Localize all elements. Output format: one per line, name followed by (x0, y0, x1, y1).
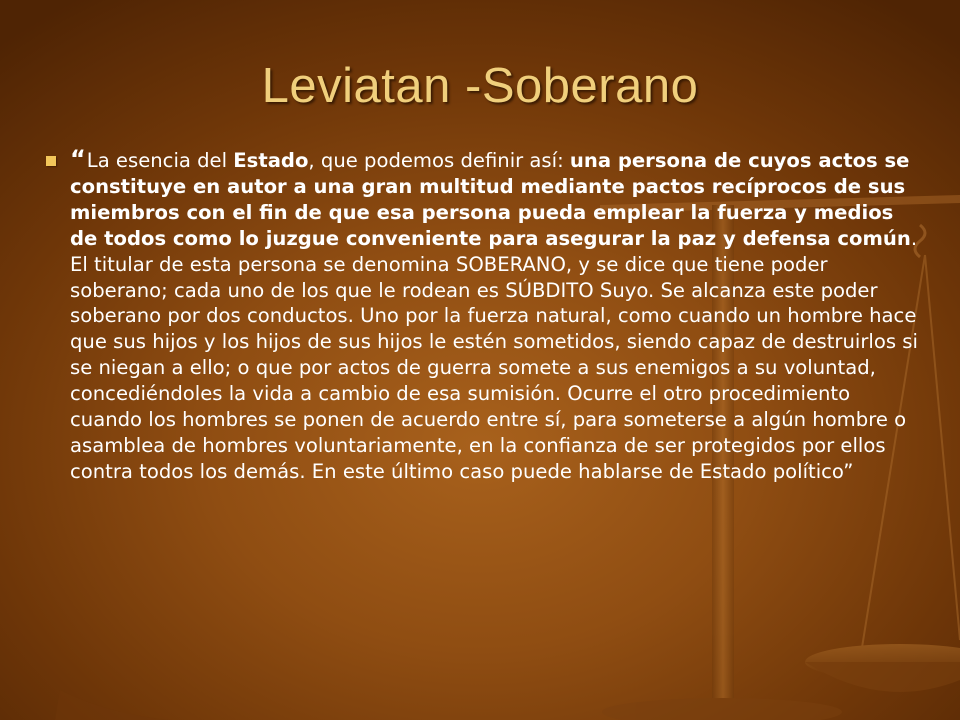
body-text (70, 147, 918, 485)
bullet-paragraph (46, 147, 918, 485)
slide-title: Leviatan -Soberano (261, 59, 699, 113)
text-run-estado: Estado (233, 149, 309, 172)
opening-quote: “ (70, 145, 86, 173)
text-run-2: , que podemos definir así: (308, 149, 570, 172)
square-bullet-icon (46, 156, 56, 166)
text-run-3: . El titular de esta persona se denomina SOBERANO, y se dice que tiene poder soberano; cada uno de los que le rodean es SÚBDITO Suyo. Se alcanza este poder soberano por dos conductos. Uno por la fuerza natural, como cuando un hombre hace que sus hijos y los hijos de sus hijos le estén sometidos, siendo capaz de destruirlos si se niegan a ello; o que por actos de guerra somete a sus enemigos a su voluntad, concediéndoles la vida a cambio de esa sumisión. Ocurre el otro procedimiento cuando los hombres se ponen de acuerdo entre sí, para someterse a algún hombre o asamblea de hombres voluntariamente, en la confianza de ser protegidos por ellos contra todos los demás. En este último caso puede hablarse de Estado político” (70, 226, 918, 483)
text-run-1: La esencia del (86, 149, 234, 172)
text-run-definition: una persona de cuyos actos se constituye en autor a una gran multitud mediante pactos recíprocos de sus miembros con el fin de que esa persona pueda emplear la fuerza y medios de todos como lo juzgue conveniente para asegurar la paz y defensa común (70, 149, 911, 250)
